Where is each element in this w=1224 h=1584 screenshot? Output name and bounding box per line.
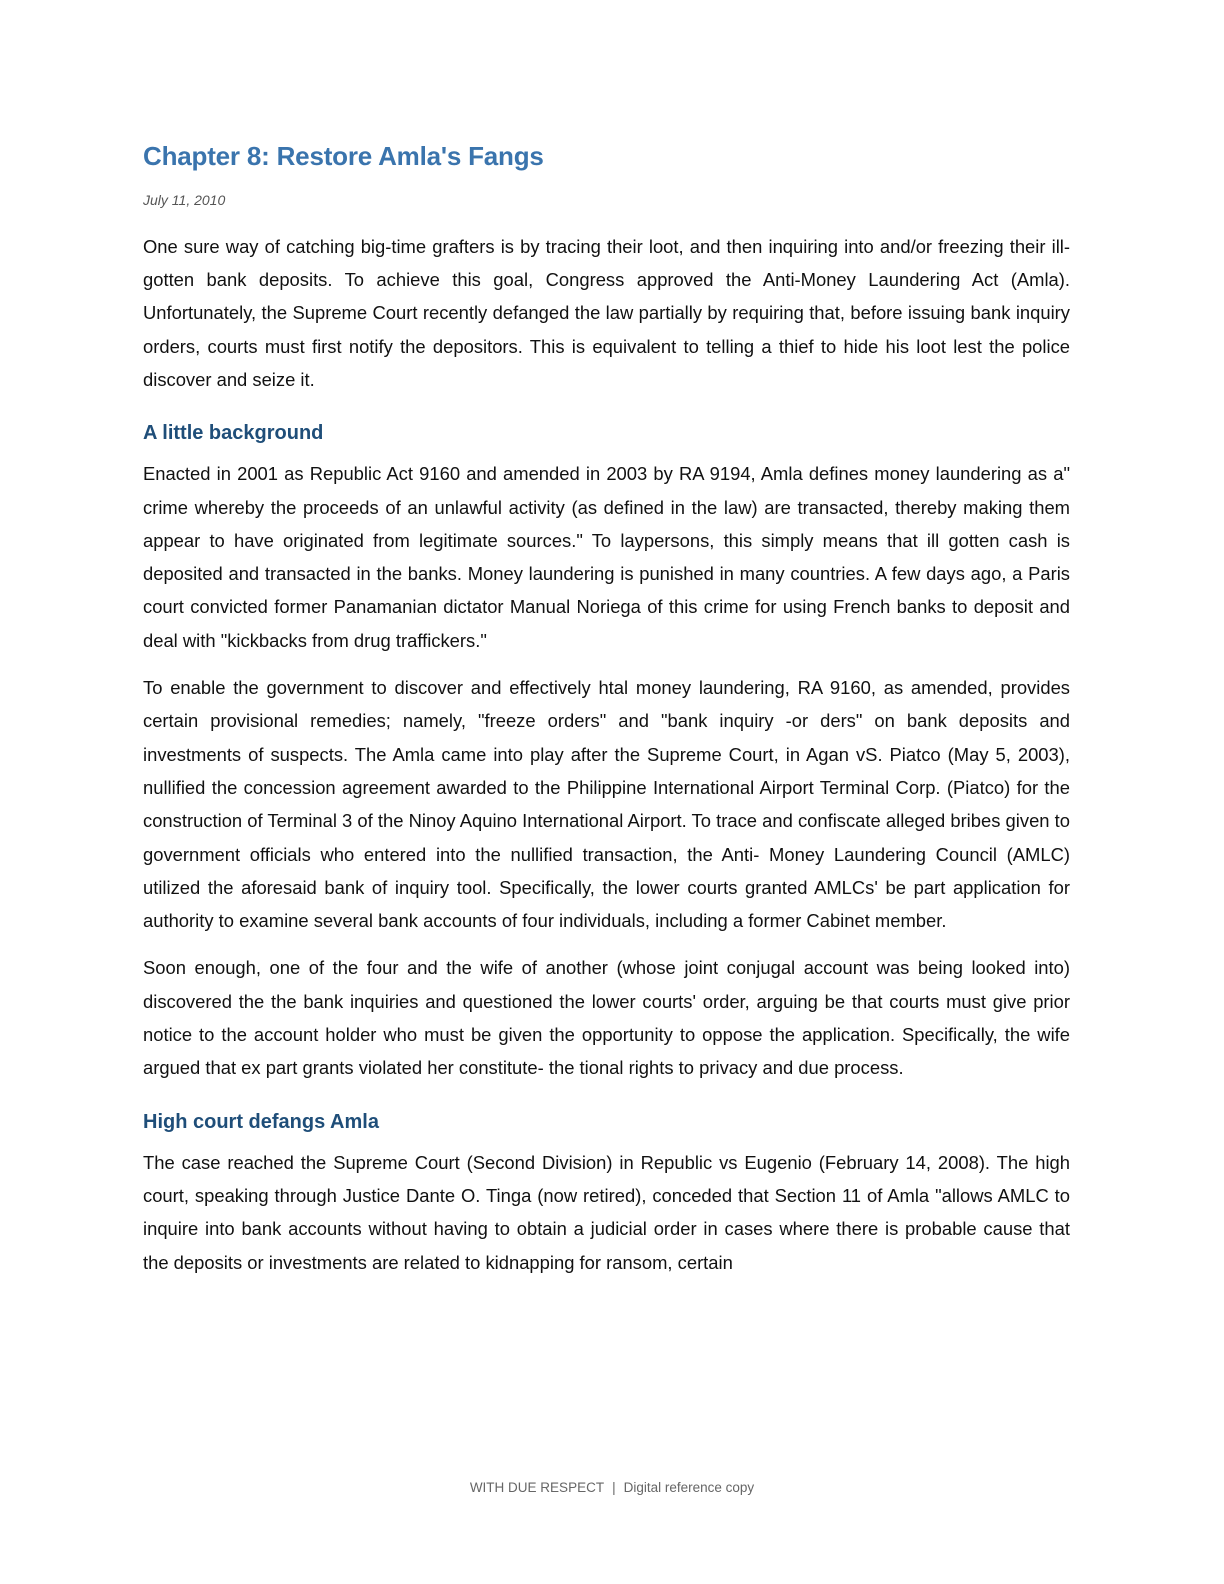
publication-date: July 11, 2010: [143, 191, 226, 208]
document-page: [143, 140, 1070, 1293]
intro-paragraph: One sure way of catching big-time grafters is by tracing their loot, and then inquiring into and/or freezing their ill-gotten bank deposits. To achieve this goal, Congress approved the Anti-Money Laundering Act (Amla). Unfortunately, the Supreme Court recently defanged the law partially by requiring that, before issuing bank inquiry orders, courts must first notify the depositors. This is equivalent to telling a thief to hide his loot lest the police discover and seize it.: [143, 235, 1070, 390]
body-paragraph: To enable the government to discover and effectively htal money laundering, RA 9160, as amended, provides certain provisional remedies; namely, "freeze orders" and "bank inquiry -or ders" on bank deposits and investments of suspects. The Amla came into play after the Supreme Court, in Agan vS. Piatco (May 5, 2003), nullified the concession agreement awarded to the Philippine International Airport Terminal Corp. (Piatco) for the construction of Terminal 3 of the Ninoy Aquino International Airport. To trace and confiscate alleged bribes given to government officials who entered into the nullified transaction, the Anti- Money Laundering Council (AMLC) utilized the aforesaid bank of inquiry tool. Specifically, the lower courts granted AMLCs' be part application for authority to examine several bank accounts of four individuals, including a former Cabinet member.: [143, 677, 1070, 932]
body-paragraph: Soon enough, one of the four and the wife of another (whose joint conjugal account was being looked into) discovered the the bank inquiries and questioned the lower courts' order, arguing be that courts must give prior notice to the account holder who must be given the opportunity to oppose the application. Specifically, the wife argued that ex part grants violated her constitute- the tional rights to privacy and due process.: [143, 957, 1070, 1079]
body-paragraph: Enacted in 2001 as Republic Act 9160 and amended in 2003 by RA 9194, Amla defines money laundering as a" crime whereby the proceeds of an unlawful activity (as defined in the law) are transacted, thereby making them appear to have originated from legitimate sources." To laypersons, this simply means that ill gotten cash is deposited and transacted in the banks. Money laundering is punished in many countries. A few days ago, a Paris court convicted former Panamanian dictator Manual Noriega of this crime for using French banks to deposit and deal with "kickbacks from drug traffickers.": [143, 463, 1070, 651]
footer-copy-note: Digital reference copy: [623, 1480, 755, 1495]
body-paragraph: The case reached the Supreme Court (Second Division) in Republic vs Eugenio (February 14, 2008). The high court, speaking through Justice Dante O. Tinga (now retired), conceded that Section 11 of Amla "allows AMLC to inquire into bank accounts without having to obtain a judicial order in cases where there is probable cause that the deposits or investments are related to kidnapping for ransom, certain: [143, 1151, 1070, 1273]
section-heading-background: A little background: [143, 422, 324, 445]
footer-publication-name: WITH DUE RESPECT: [469, 1480, 605, 1495]
page-footer: [0, 1480, 1224, 1495]
section-heading-high-court: High court defangs Amla: [143, 1110, 379, 1133]
chapter-title: Chapter 8: Restore Amla's Fangs: [143, 141, 544, 171]
footer-separator: |: [612, 1480, 616, 1495]
